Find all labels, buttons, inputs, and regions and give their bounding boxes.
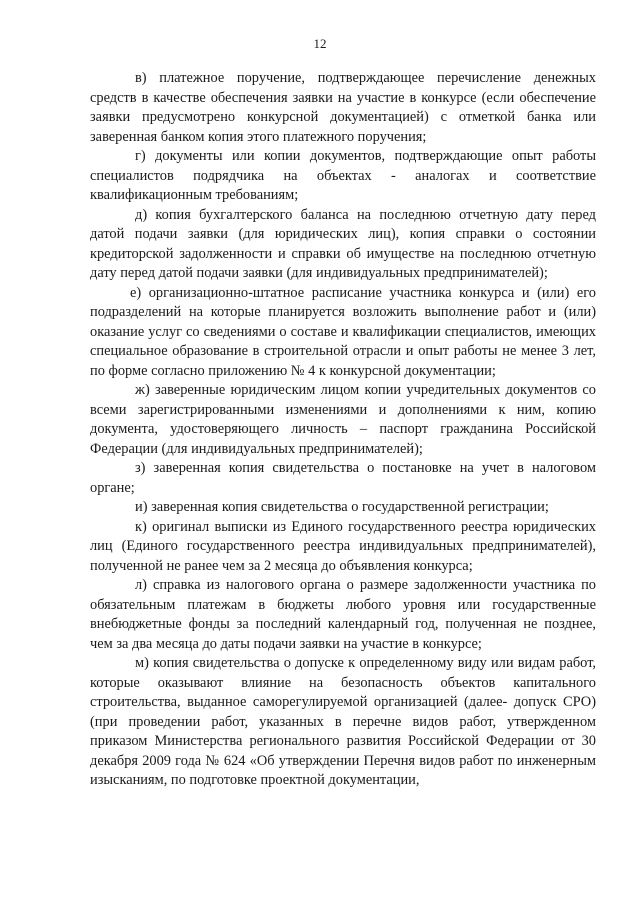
paragraph-v-payment-order: в) платежное поручение, подтверждающее перечисление денежных средств в качестве обеспечения заявки на участие в конкурсе (если обеспечение заявки предусмотрено конкурсной документацией) с отметкой банка или заверенная банком копия этого платежного поручения; <box>90 70 596 145</box>
paragraph-l-tax-debt-certificate: л) справка из налогового органа о размере задолженности участника по обязательным платежам в бюджеты любого уровня или государственные внебюджетные фонды за последний календарный год, полученная не позднее, чем за два месяца до даты подачи заявки на участие в конкурсе; <box>90 577 596 652</box>
paragraph-z-tax-registration: з) заверенная копия свидетельства о постановке на учет в налоговом органе; <box>90 460 596 496</box>
paragraph-e-staff-schedule: е) организационно-штатное расписание участника конкурса и (или) его подразделений на которые планируется возложить выполнение работ и (или) оказание услуг со сведениями о составе и квалификации специалистов, имеющих специальное образование в строительной отрасли и опыт работы не менее 3 лет, по форме согласно приложению № 4 к конкурсной документации; <box>90 284 596 379</box>
page-number: 12 <box>313 36 327 51</box>
paragraph-i-state-registration: и) заверенная копия свидетельства о государственной регистрации; <box>135 499 549 515</box>
paragraph-g-experience-documents: г) документы или копии документов, подтверждающие опыт работы специалистов подрядчика на объектах - аналогах и соответствие квалификационным требованиям; <box>90 148 596 203</box>
paragraph-m-sro-admission: м) копия свидетельства о допуске к определенному виду или видам работ, которые оказывают влияние на безопасность объектов капитального строительства, выданное саморегулируемой организацией (далее- допуск СРО) (при проведении работ, указанных в перечне видов работ, утвержденном приказом Министерства регионального развития Российской Федерации от 30 декабря 2009 года № 624 «Об утверждении Перечня видов работ по инженерным изысканиям, по подготовке проектной документации, <box>90 655 596 788</box>
paragraph-d-balance-sheet: д) копия бухгалтерского баланса на последнюю отчетную дату перед датой подачи заявки (для юридических лиц), копия справки о состоянии кредиторской задолженности и справки об имуществе на последнюю отчетную дату перед датой подачи заявки (для индивидуальных предпринимателей); <box>90 206 596 281</box>
paragraph-k-registry-extract: к) оригинал выписки из Единого государственного реестра юридических лиц (Единого государственного реестра индивидуальных предпринимателей), полученной не ранее чем за 2 месяца до объявления конкурса; <box>90 518 596 574</box>
paragraph-zh-founding-documents: ж) заверенные юридическим лицом копии учредительных документов со всеми зарегистрированными изменениями и дополнениями к ним, копию документа, удостоверяющего личность – паспорт гражданина Российской Федерации (для индивидуальных предпринимателей); <box>90 382 596 457</box>
document-body <box>90 69 596 791</box>
